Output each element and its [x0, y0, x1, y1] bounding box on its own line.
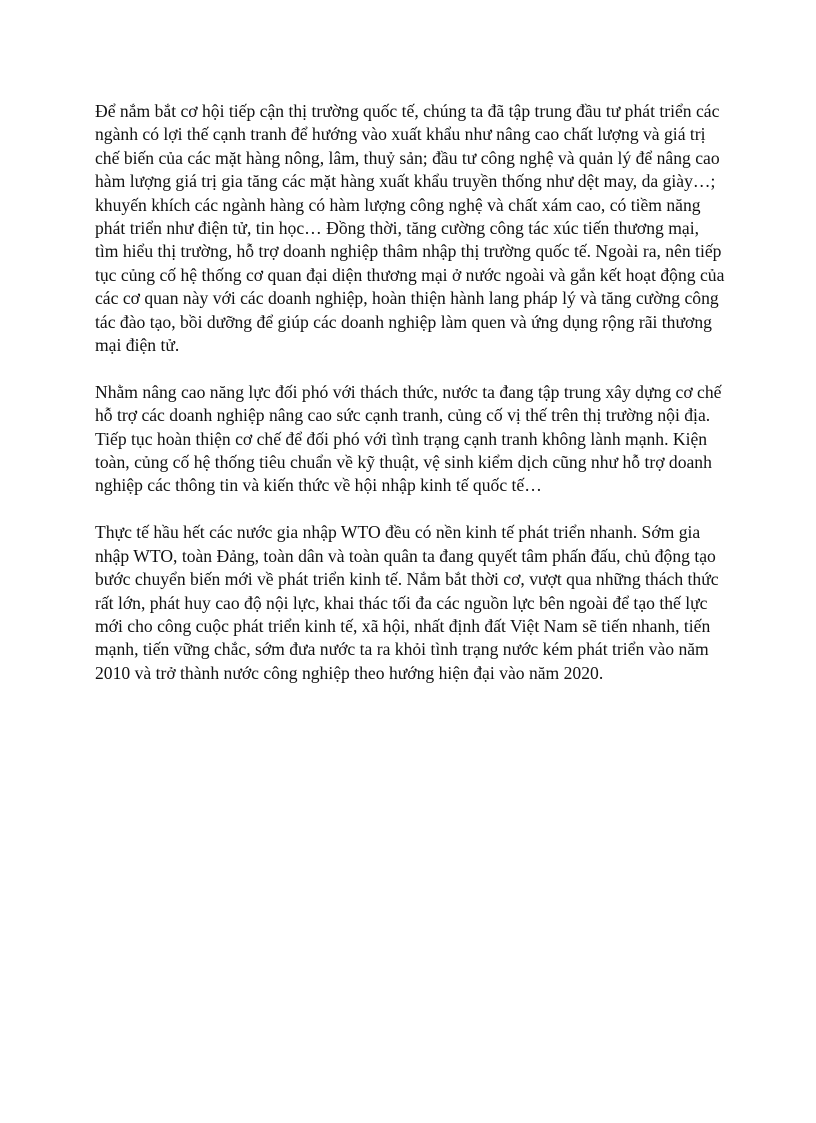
paragraph-challenges: Nhằm nâng cao năng lực đối phó với thách thức, nước ta đang tập trung xây dựng cơ chế hỗ trợ các doanh nghiệp nâng cao sức cạnh tranh, củng cố vị thế trên thị trường nội địa. Tiếp tục hoàn thiện cơ chế để đối phó với tình trạng cạnh tranh không lành mạnh. Kiện toàn, củng cố hệ thống tiêu chuẩn về kỹ thuật, vệ sinh kiểm dịch cũng như hỗ trợ doanh nghiệp các thông tin và kiến thức về hội nhập kinh tế quốc tế… — [95, 381, 722, 496]
document-body — [95, 100, 725, 709]
paragraph-opportunity: Để nắm bắt cơ hội tiếp cận thị trường quốc tế, chúng ta đã tập trung đầu tư phát triển các ngành có lợi thế cạnh tranh để hướng vào xuất khẩu như nâng cao chất lượng và giá trị chế biến của các mặt hàng nông, lâm, thuỷ sản; đầu tư công nghệ và quản lý để nâng cao hàm lượng giá trị gia tăng các mặt hàng xuất khẩu truyền thống như dệt may, da giày…; khuyến khích các ngành hàng có hàm lượng công nghệ và chất xám cao, có tiềm năng phát triển như điện tử, tin học… Đồng thời, tăng cường công tác xúc tiến thương mại, tìm hiểu thị trường, hỗ trợ doanh nghiệp thâm nhập thị trường quốc tế. Ngoài ra, nên tiếp tục củng cố hệ thống cơ quan đại diện thương mại ở nước ngoài và gắn kết hoạt động của các cơ quan này với các doanh nghiệp, hoàn thiện hành lang pháp lý và tăng cường công tác đào tạo, bồi dưỡng để giúp các doanh nghiệp làm quen và ứng dụng rộng rãi thương mại điện tử. — [95, 101, 725, 356]
paragraph-wto-outlook: Thực tế hầu hết các nước gia nhập WTO đều có nền kinh tế phát triển nhanh. Sớm gia nhập WTO, toàn Đảng, toàn dân và toàn quân ta đang quyết tâm phấn đấu, chủ động tạo bước chuyển biến mới về phát triển kinh tế. Nắm bắt thời cơ, vượt qua những thách thức rất lớn, phát huy cao độ nội lực, khai thác tối đa các nguồn lực bên ngoài để tạo thế lực mới cho công cuộc phát triển kinh tế, xã hội, nhất định đất Việt Nam sẽ tiến nhanh, tiến mạnh, tiến vững chắc, sớm đưa nước ta ra khỏi tình trạng nước kém phát triển vào năm 2010 và trở thành nước công nghiệp theo hướng hiện đại vào năm 2020. — [95, 522, 719, 683]
